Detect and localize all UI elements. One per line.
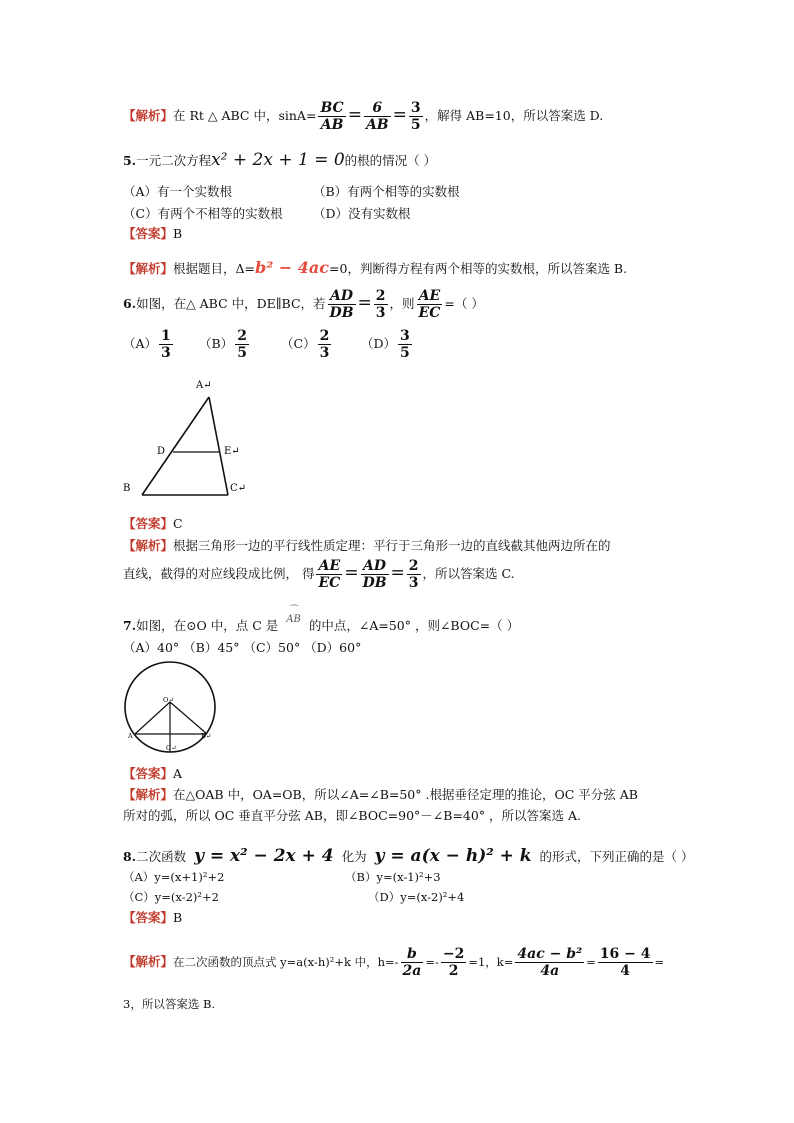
option-c: （C）有两个不相等的实数根 (123, 206, 283, 221)
fraction: $\frac{AD}{DB}$ (362, 558, 387, 592)
label-d: D (157, 446, 166, 457)
option-c: （C） $\frac{2}{3}$ (281, 328, 330, 362)
fraction: $\frac{BC}{AB}$ (320, 100, 344, 134)
arc-notation: ⌒ AB (286, 605, 301, 625)
q6-stem: 6.如图，在△ ABC 中，DE∥BC，若 $\frac{AD}{DB}$ = $\frac{2}{3}$ ，则 $\frac{AE}{EC}$ =（ ） (123, 288, 484, 322)
option-c: （C）y=(x-2)²+2 (123, 890, 219, 904)
option-a: （A）有一个实数根 (123, 184, 233, 199)
label-c: C↵ (166, 744, 177, 752)
q7-analysis-2: 所对的弧，所以 OC 垂直平分弦 AB，即∠BOC=90°－∠B=40° ，所以答案选 A. (123, 808, 582, 823)
q7-answer: 【答案】A (123, 766, 183, 781)
q7-options: （A）40° （B）45° （C）50° （D）60° (123, 640, 362, 655)
q4-analysis: 【解析】在 Rt △ ABC 中，sinA= $\frac{BC}{AB}$ = $\frac{6}{AB}$ = $\frac{3}{5}$ ，解得 AB=10，所以答案选 D. (123, 100, 604, 134)
fraction: $\frac{AE}{EC}$ (418, 288, 441, 322)
q8-analysis-2: 3，所以答案选 B. (123, 997, 216, 1011)
option-b: （B） $\frac{2}{5}$ (199, 328, 247, 362)
equation: x² + 2x + 1 = 0 (211, 150, 345, 170)
fraction: $\frac{-2}{2}$ (442, 946, 465, 980)
vertex-form: y = a(x − h)² + k (374, 846, 532, 866)
triangle-figure (118, 375, 268, 500)
q7-analysis-1: 【解析】在△OAB 中，OA=OB，所以∠A=∠B=50° .根据垂径定理的推论，OC 平分弦 AB (123, 787, 638, 802)
option-b: （B）有两个相等的实数根 (313, 184, 460, 199)
label-o: O↵ (163, 696, 174, 704)
fraction: $\frac{b}{2a}$ (402, 946, 422, 980)
fraction: $\frac{2}{3}$ (375, 288, 386, 322)
q5-options-row2 (123, 206, 411, 221)
fraction: $\frac{\text{4ac − b²}}{4a}$ (517, 946, 583, 980)
fraction: $\frac{6}{AB}$ (365, 100, 389, 134)
label-e: E↵ (224, 446, 240, 457)
q6-answer: 【答案】C (123, 516, 183, 531)
label-b: B↵ (201, 732, 212, 740)
q8-stem: 8.二次函数 y = x² − 2x + 4 化为 y = a(x − h)² + k 的形式，下列正确的是（ ） (123, 846, 694, 866)
label-a: A (128, 732, 133, 740)
option-d: （D） $\frac{3}{5}$ (361, 328, 410, 362)
q8-options-row1 (123, 871, 441, 885)
q6-analysis-2: 直线，截得的对应线段成比例， 得 $\frac{AE}{EC}$ = $\frac{AD}{DB}$ = $\frac{2}{3}$ ，所以答案选 C. (123, 558, 515, 592)
label-a: A↵ (196, 380, 212, 391)
fraction: $\frac{16 - 4}{4}$ (599, 946, 651, 980)
q8-options-row2 (123, 891, 464, 905)
option-b: （B）y=(x-1)²+3 (345, 870, 441, 884)
q5-analysis: 【解析】根据题目，Δ=b² − 4ac=0，判断得方程有两个相等的实数根，所以答案选 B. (123, 258, 628, 277)
q7-stem: 7.如图，在⊙O 中，点 C 是 ⌒ AB 的中点，∠A=50° ，则∠BOC=（ ） (123, 605, 520, 633)
option-d: （D）没有实数根 (313, 206, 411, 221)
label-b: B (123, 483, 131, 494)
fraction: $\frac{2}{3}$ (408, 558, 419, 592)
option-a: （A） $\frac{1}{3}$ (123, 328, 171, 362)
option-a: （A）y=(x+1)²+2 (123, 870, 225, 884)
q6-analysis-1: 【解析】根据三角形一边的平行线性质定理：平行于三角形一边的直线截其他两边所在的 (123, 538, 611, 553)
question-number: 5. (123, 153, 137, 168)
circle-figure (123, 660, 218, 755)
q5-options-row1 (123, 184, 460, 199)
analysis-tag: 【解析】 (123, 108, 174, 124)
discriminant: b² − 4ac (255, 258, 330, 277)
option-d: （D）y=(x-2)²+4 (368, 890, 465, 904)
q6-options (123, 328, 414, 361)
fraction: $\frac{AE}{EC}$ (318, 558, 341, 592)
fraction: $\frac{AD}{DB}$ (329, 288, 354, 322)
q5-answer: 【答案】B (123, 226, 183, 241)
q5-stem: 5.一元二次方程x² + 2x + 1 = 0的根的情况（ ） (123, 150, 437, 170)
q8-analysis: 【解析】在二次函数的顶点式 y=a(x-h)²+k 中，h=- $\frac{b}{2a}$ =- $\frac{-2}{2}$ =1，k= $\frac{\text{4ac − b²}}{4a}$ = $\frac{16 - 4}{4}$ = (123, 946, 665, 980)
label-c: C↵ (230, 483, 247, 494)
fraction: $\frac{3}{5}$ (410, 100, 421, 134)
function-expression: y = x² − 2x + 4 (194, 846, 334, 866)
q8-answer: 【答案】B (123, 910, 183, 925)
